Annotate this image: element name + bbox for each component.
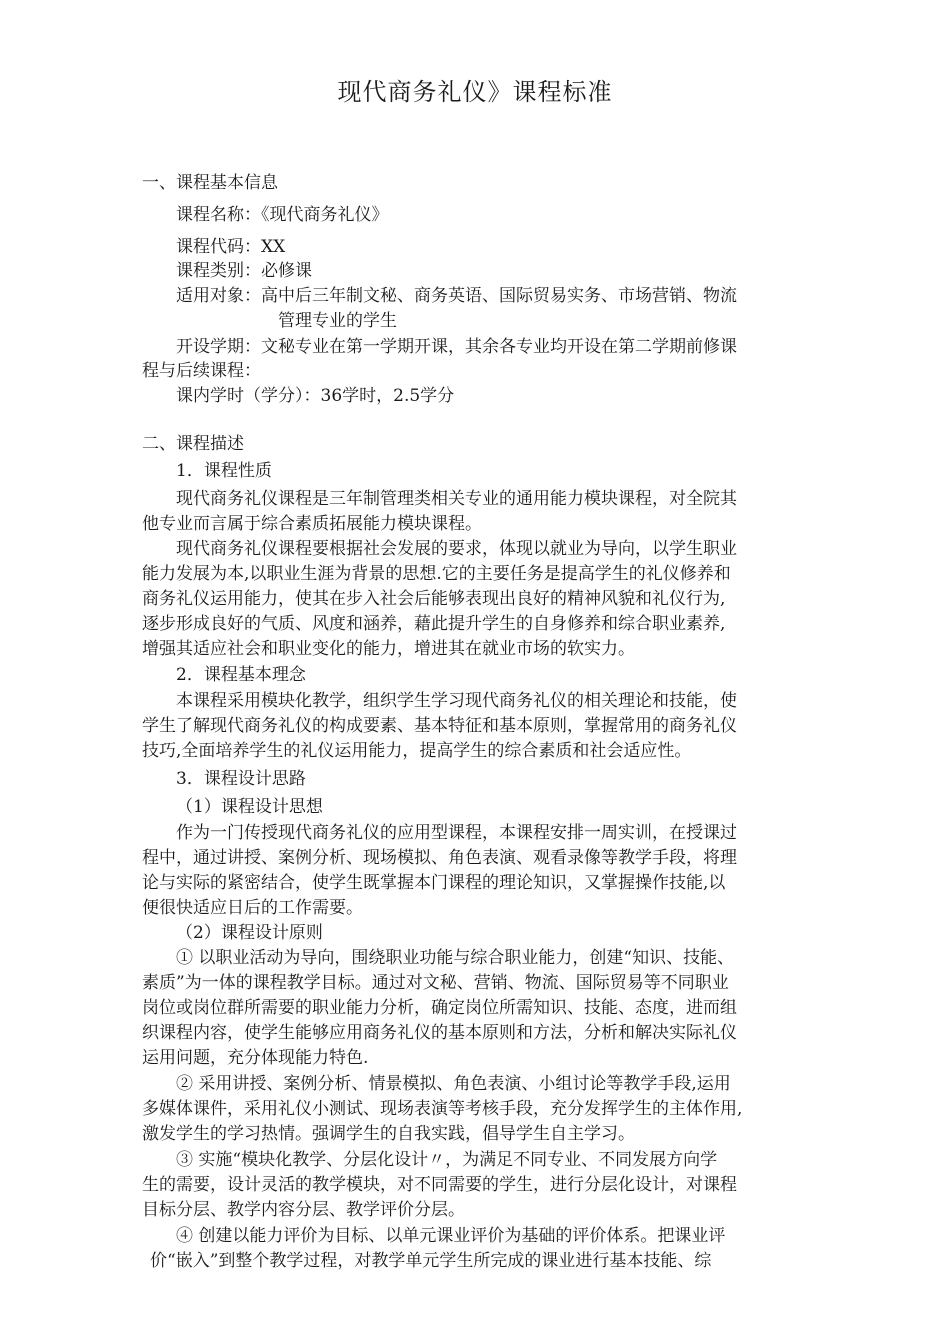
course-hours: 课内学时（学分）：36学时，2.5学分 [176, 386, 455, 406]
course-code: 课程代码：XX [176, 237, 286, 257]
paragraph-line: ② 采用讲授、案例分析、情景模拟、角色表演、小组讨论等教学手段,运用 [176, 1074, 731, 1094]
paragraph-line: 本课程采用模块化教学，组织学生学习现代商务礼仪的相关理论和技能，使 [176, 691, 737, 711]
paragraph-line: 生的需要，设计灵活的教学模块，对不同需要的学生，进行分层化设计，对课程 [142, 1175, 737, 1195]
subheading-course-nature: 1．课程性质 [176, 461, 272, 481]
semester: 开设学期：文秘专业在第一学期开课，其余各专业均开设在第二学期前修课 [176, 337, 737, 357]
paragraph-line: ① 以职业活动为导向，围绕职业功能与综合职业能力，创建“知识、技能、 [176, 948, 735, 968]
section-heading-description: 二、课程描述 [142, 434, 244, 454]
semester-cont: 程与后续课程： [142, 361, 261, 381]
paragraph-line: 激发学生的学习热情。强调学生的自我实践，倡导学生自主学习。 [142, 1124, 635, 1144]
paragraph-line: 现代商务礼仪课程要根据社会发展的要求，体现以就业为导向，以学生职业 [176, 539, 737, 559]
paragraph-line: 价“嵌入”到整个教学过程，对教学单元学生所完成的课业进行基本技能、综 [150, 1251, 712, 1271]
target-audience: 适用对象：高中后三年制文秘、商务英语、国际贸易实务、市场营销、物流 [176, 286, 737, 306]
course-type: 课程类别：必修课 [176, 261, 312, 281]
paragraph-line: 作为一门传授现代商务礼仪的应用型课程，本课程安排一周实训，在授课过 [176, 823, 737, 843]
paragraph-line: 便很快适应日后的工作需要。 [142, 898, 363, 918]
document-title: 现代商务礼仪》课程标准 [337, 78, 613, 106]
paragraph-line: 他专业而言属于综合素质拓展能力模块课程。 [142, 514, 482, 534]
subheading-design-thought: （1）课程设计思想 [176, 797, 323, 817]
paragraph-line: ③ 实施“模块化教学、分层化设计〃，为满足不同专业、不同发展方向学 [176, 1150, 718, 1170]
subheading-design-approach: 3．课程设计思路 [176, 769, 306, 789]
paragraph-line: 岗位或岗位群所需要的职业能力分析，确定岗位所需知识、技能、态度，进而组 [142, 998, 737, 1018]
paragraph-line: 能力发展为本,以职业生涯为背景的思想.它的主要任务是提高学生的礼仪修养和 [142, 564, 731, 584]
paragraph-line: 素质”为一体的课程教学目标。通过对文秘、营销、物流、国际贸易等不同职业 [142, 973, 729, 993]
paragraph-line: 现代商务礼仪课程是三年制管理类相关专业的通用能力模块课程，对全院其 [176, 489, 737, 509]
subheading-design-principles: （2）课程设计原则 [176, 923, 323, 943]
paragraph-line: 运用问题，充分体现能力特色. [142, 1048, 369, 1068]
section-heading-basic-info: 一、课程基本信息 [142, 173, 278, 193]
paragraph-line: 论与实际的紧密结合，使学生既掌握本门课程的理论知识，又掌握操作技能,以 [142, 873, 726, 893]
subheading-basic-concept: 2．课程基本理念 [176, 665, 306, 685]
paragraph-line: 技巧,全面培养学生的礼仪运用能力，提高学生的综合素质和社会适应性。 [142, 741, 692, 761]
paragraph-line: 学生了解现代商务礼仪的构成要素、基本特征和基本原则，掌握常用的商务礼仪 [142, 716, 737, 736]
paragraph-line: 逐步形成良好的气质、风度和涵养，藉此提升学生的自身修养和综合职业素养, [142, 614, 726, 634]
paragraph-line: 程中，通过讲授、案例分析、现场模拟、角色表演、观看录像等教学手段，将理 [142, 848, 737, 868]
paragraph-line: 目标分层、教学内容分层、教学评价分层。 [142, 1200, 465, 1220]
target-audience-cont: 管理专业的学生 [278, 311, 397, 331]
paragraph-line: ④ 创建以能力评价为目标、以单元课业评价为基础的评价体系。把课业评 [176, 1226, 726, 1246]
paragraph-line: 织课程内容，使学生能够应用商务礼仪的基本原则和方法，分析和解决实际礼仪 [142, 1023, 737, 1043]
paragraph-line: 多媒体课件，采用礼仪小测试、现场表演等考核手段，充分发挥学生的主体作用, [142, 1099, 743, 1119]
paragraph-line: 增强其适应社会和职业变化的能力，增进其在就业市场的软实力。 [142, 639, 635, 659]
course-name: 课程名称：《现代商务礼仪》 [176, 205, 389, 225]
paragraph-line: 商务礼仪运用能力，使其在步入社会后能够表现出良好的精神风貌和礼仪行为, [142, 589, 726, 609]
